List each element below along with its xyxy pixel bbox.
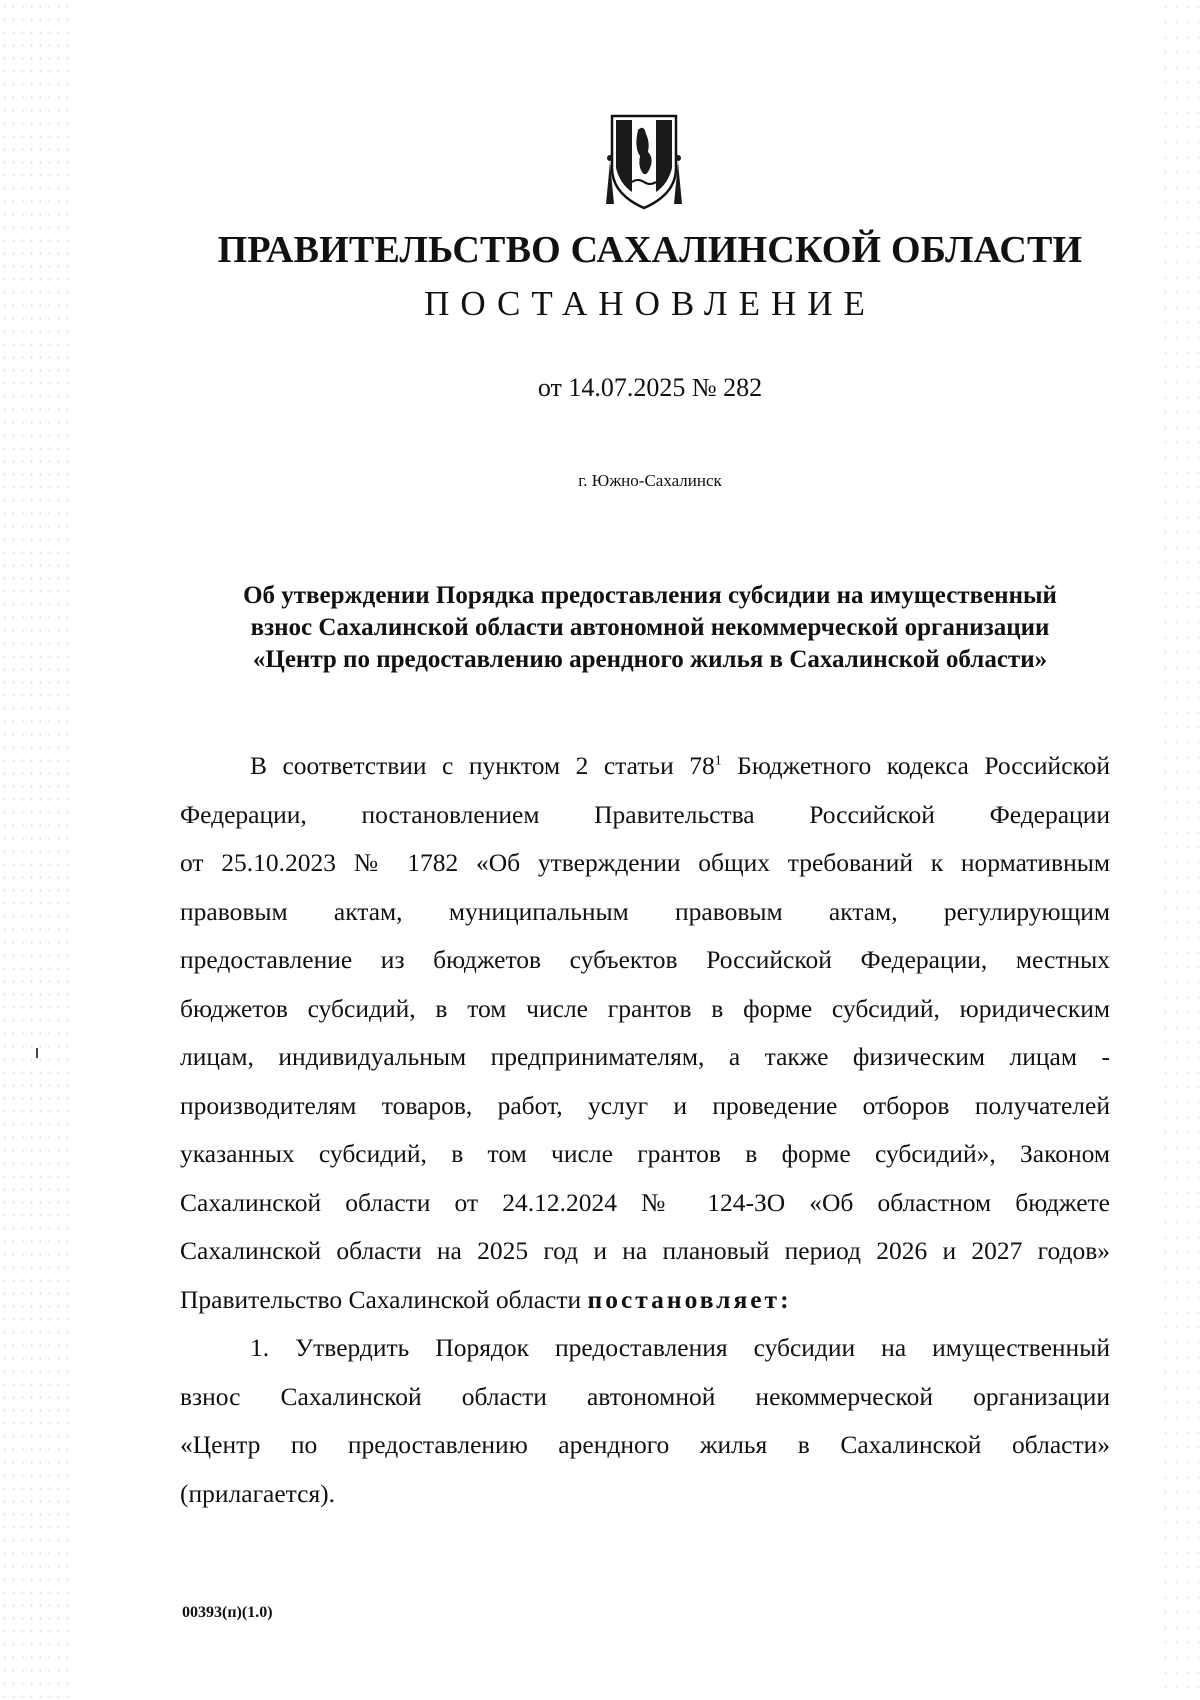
body-line: предоставление из бюджетов субъектов Российской Федерации, местных	[180, 945, 1110, 974]
body-text-fragment: Правительство Сахалинской области	[180, 1284, 588, 1314]
body-line: Сахалинской области на 2025 год и на плановый период 2026 и 2027 годов»	[180, 1236, 1110, 1265]
organization-title: ПРАВИТЕЛЬСТВО САХАЛИНСКОЙ ОБЛАСТИ	[217, 229, 1083, 271]
document-date-number: от 14.07.2025 № 282	[537, 373, 763, 402]
body-line: правовым актам, муниципальным правовым актам, регулирующим	[180, 896, 1110, 926]
body-line: указанных субсидий, в том числе грантов в форме субсидий», Законом	[180, 1139, 1110, 1168]
body-line: производителям товаров, работ, услуг и проведение отборов получателей	[180, 1090, 1110, 1120]
scan-stray-mark	[36, 1048, 38, 1058]
document-code: 00393(п)(1.0)	[182, 1604, 273, 1621]
document-city: г. Южно-Сахалинск	[578, 471, 722, 490]
document-type: ПОСТАНОВЛЕНИЕ	[424, 284, 876, 323]
body-line: (прилагается).	[180, 1478, 336, 1508]
document-body	[180, 742, 1110, 1518]
body-text-fragment: Бюджетного кодекса Российской	[721, 751, 1111, 780]
body-line: взнос Сахалинской области автономной некоммерческой организации	[180, 1381, 1110, 1411]
body-line: 1. Утвердить Порядок предоставления субсидии на имущественный	[250, 1333, 1110, 1362]
subject-line: «Центр по предоставлению арендного жилья в Сахалинской области»	[252, 646, 1048, 673]
resolves-keyword: постановляет:	[587, 1284, 792, 1314]
body-line	[180, 742, 1110, 791]
body-line	[180, 1276, 1110, 1325]
subject-line: взнос Сахалинской области автономной некоммерческой организации	[250, 614, 1050, 641]
body-line: Сахалинской области от 24.12.2024 № 124-ЗО «Об областном бюджете	[180, 1187, 1110, 1217]
document-subject	[180, 580, 1120, 676]
body-line: бюджетов субсидий, в том числе грантов в форме субсидий, юридическим	[180, 993, 1110, 1023]
superscript-index: 1	[714, 753, 722, 769]
body-line: лицам, индивидуальным предпринимателям, а также физическим лицам -	[180, 1042, 1110, 1071]
subject-line: Об утверждении Порядка предоставления субсидии на имущественный	[243, 582, 1057, 609]
body-line: Федерации, постановлением Правительства Российской Федерации	[180, 799, 1110, 829]
coat-of-arms-icon	[598, 112, 690, 212]
body-line: от 25.10.2023 № 1782 «Об утверждении общих требований к нормативным	[180, 848, 1110, 877]
body-line: «Центр по предоставлению арендного жилья в Сахалинской области»	[180, 1430, 1110, 1459]
body-text-fragment: В соответствии с пунктом 2 статьи 78	[250, 751, 715, 780]
